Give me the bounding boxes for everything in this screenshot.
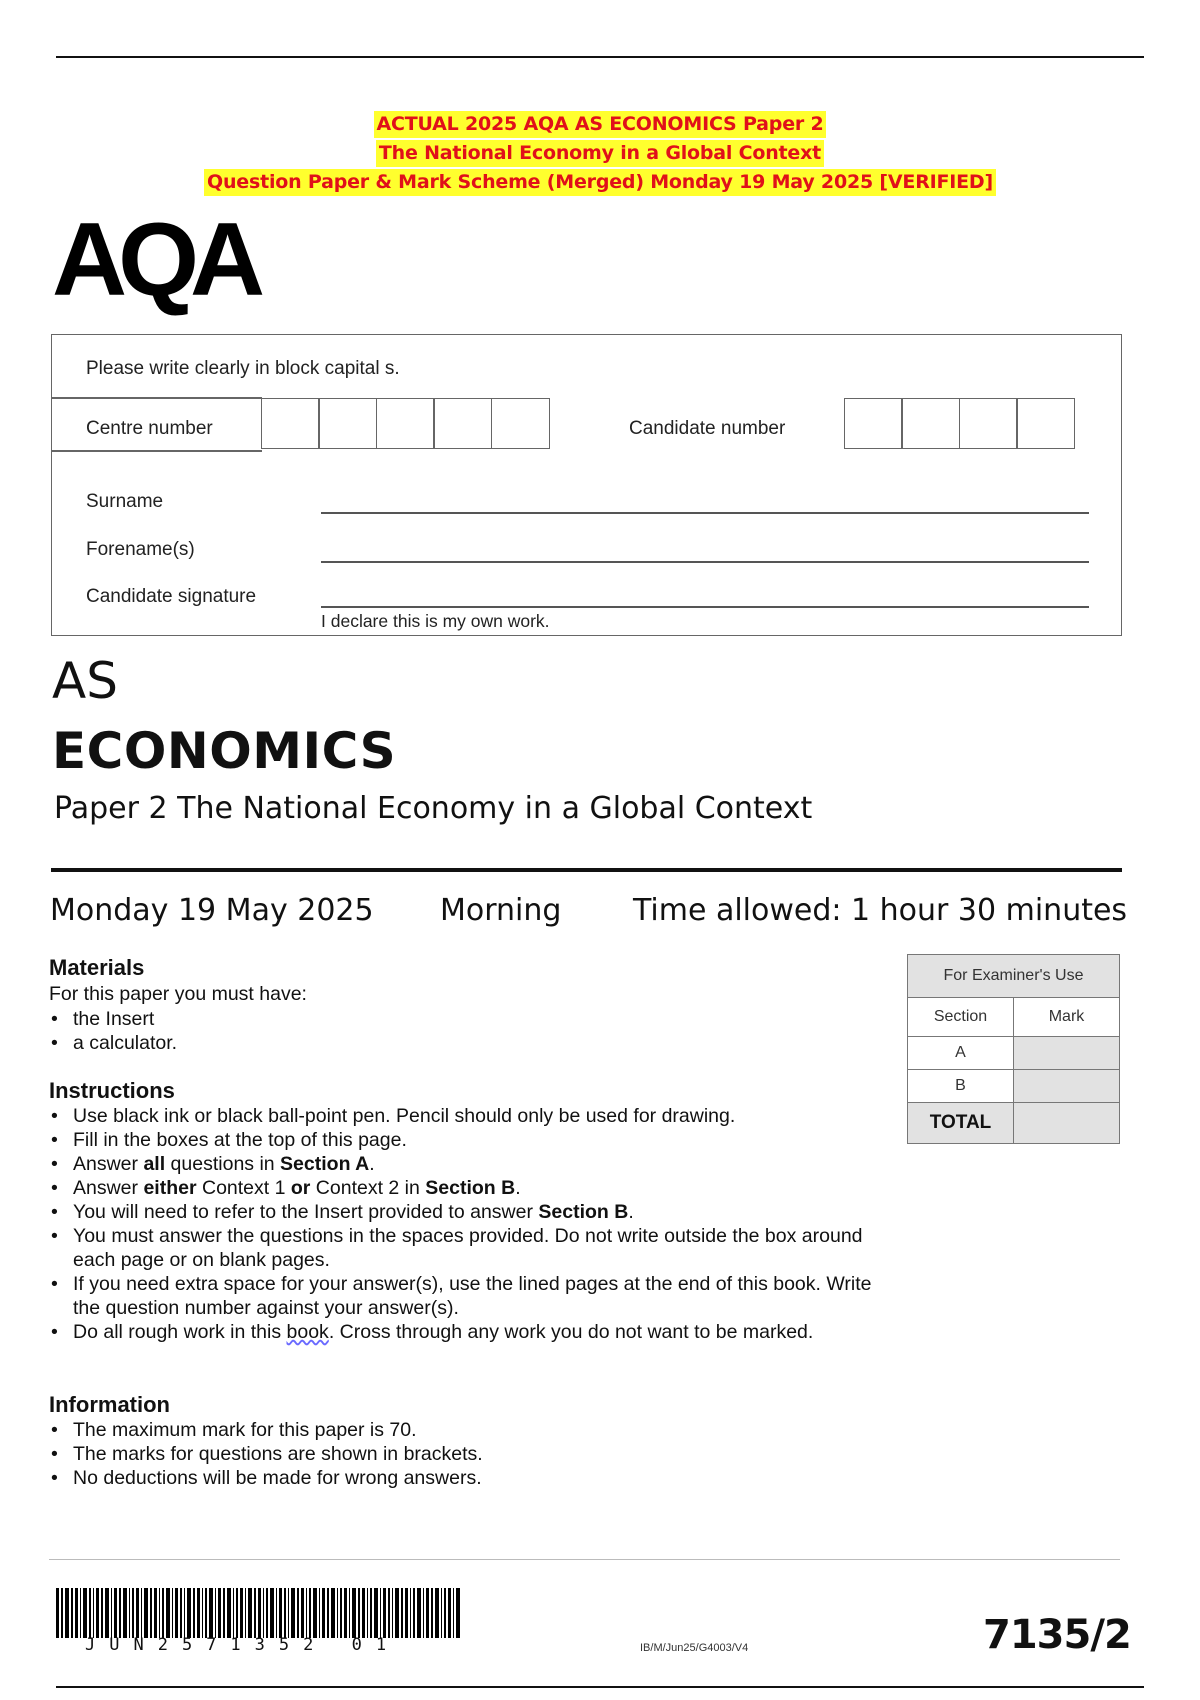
- materials-intro: For this paper you must have:: [49, 983, 307, 1005]
- section-b-mark: [1014, 1070, 1120, 1103]
- title-divider: [51, 868, 1122, 872]
- materials-heading: Materials: [49, 955, 145, 980]
- centre-number-cell[interactable]: [318, 398, 377, 449]
- centre-number-cell[interactable]: [433, 398, 492, 449]
- paper-code: 7135/2: [983, 1612, 1131, 1658]
- reference-code: IB/M/Jun25/G4003/V4: [640, 1642, 749, 1654]
- list-item: • You will need to refer to the Insert provided to answer Section B.: [49, 1200, 889, 1224]
- total-mark: [1014, 1103, 1120, 1144]
- list-item: • No deductions will be made for wrong answers.: [49, 1466, 889, 1490]
- candidate-number-cell[interactable]: [959, 398, 1018, 449]
- list-item: • Use black ink or black ball-point pen. Pencil should only be used for drawing.: [49, 1104, 889, 1128]
- bottom-rule: [56, 1686, 1144, 1688]
- forename-field[interactable]: [321, 561, 1089, 563]
- aqa-logo: AQA: [52, 202, 257, 318]
- time-allowed: Time allowed: 1 hour 30 minutes: [633, 893, 1128, 928]
- centre-number-cell[interactable]: [376, 398, 435, 449]
- barcode-digits: JUN2571352 01: [85, 1635, 401, 1655]
- candidate-number-cell[interactable]: [1016, 398, 1075, 449]
- materials-list: [49, 1007, 889, 1055]
- paper-title: Paper 2 The National Economy in a Global Context: [54, 791, 813, 826]
- form-row-divider-top: [52, 397, 262, 399]
- surname-label: Surname: [86, 491, 164, 512]
- centre-number-boxes: [262, 398, 550, 449]
- qualification-level: AS: [52, 652, 118, 710]
- candidate-details-box: [51, 334, 1122, 636]
- banner-line-1: ACTUAL 2025 AQA AS ECONOMICS Paper 2: [0, 111, 1200, 138]
- mark-column-header: Mark: [1014, 998, 1120, 1037]
- signature-label: Candidate signature: [86, 586, 257, 607]
- list-item: • The marks for questions are shown in brackets.: [49, 1442, 889, 1466]
- section-a-mark: [1014, 1037, 1120, 1070]
- list-item: • the Insert: [49, 1007, 889, 1031]
- list-item: • a calculator.: [49, 1031, 889, 1055]
- top-rule: [56, 56, 1144, 58]
- examiner-table-title: For Examiner's Use: [908, 955, 1120, 998]
- footer-rule: [49, 1559, 1120, 1560]
- subject-title: ECONOMICS: [52, 722, 397, 780]
- list-item: • Answer either Context 1 or Context 2 in Section B.: [49, 1176, 889, 1200]
- section-a-label: A: [908, 1037, 1014, 1070]
- instructions-heading: Instructions: [49, 1078, 175, 1103]
- list-item: • You must answer the questions in the spaces provided. Do not write outside the box around each page or on blank pages.: [49, 1224, 889, 1272]
- section-b-label: B: [908, 1070, 1014, 1103]
- block-capitals-instruction: Please write clearly in block capital s.: [86, 358, 400, 379]
- candidate-number-cell[interactable]: [901, 398, 960, 449]
- centre-number-cell[interactable]: [261, 398, 320, 449]
- surname-field[interactable]: [321, 512, 1089, 514]
- list-item: • Fill in the boxes at the top of this page.: [49, 1128, 889, 1152]
- banner-line-3: Question Paper & Mark Scheme (Merged) Monday 19 May 2025 [VERIFIED]: [0, 169, 1200, 196]
- barcode: [56, 1588, 461, 1638]
- information-heading: Information: [49, 1392, 170, 1417]
- total-label: TOTAL: [908, 1103, 1014, 1144]
- information-list: [49, 1418, 889, 1490]
- exam-date: Monday 19 May 2025: [50, 893, 374, 928]
- candidate-number-boxes: [845, 398, 1075, 449]
- banner-line-2: The National Economy in a Global Context: [0, 140, 1200, 167]
- exam-session: Morning: [440, 893, 562, 928]
- examiner-use-table: [907, 954, 1120, 1144]
- candidate-number-label: Candidate number: [629, 418, 786, 439]
- forename-label: Forename(s): [86, 539, 195, 560]
- form-row-divider-bottom: [52, 450, 262, 452]
- instructions-list: [49, 1104, 889, 1344]
- list-item: • Do all rough work in this book. Cross through any work you do not want to be marked.: [49, 1320, 889, 1344]
- candidate-number-cell[interactable]: [844, 398, 903, 449]
- list-item: • Answer all questions in Section A.: [49, 1152, 889, 1176]
- centre-number-label: Centre number: [86, 418, 213, 439]
- centre-number-cell[interactable]: [491, 398, 550, 449]
- declaration-text: I declare this is my own work.: [321, 611, 550, 631]
- section-column-header: Section: [908, 998, 1014, 1037]
- list-item: • If you need extra space for your answer(s), use the lined pages at the end of this book. Write the question number against your answer(s).: [49, 1272, 889, 1320]
- signature-field[interactable]: [321, 606, 1089, 608]
- list-item: • The maximum mark for this paper is 70.: [49, 1418, 889, 1442]
